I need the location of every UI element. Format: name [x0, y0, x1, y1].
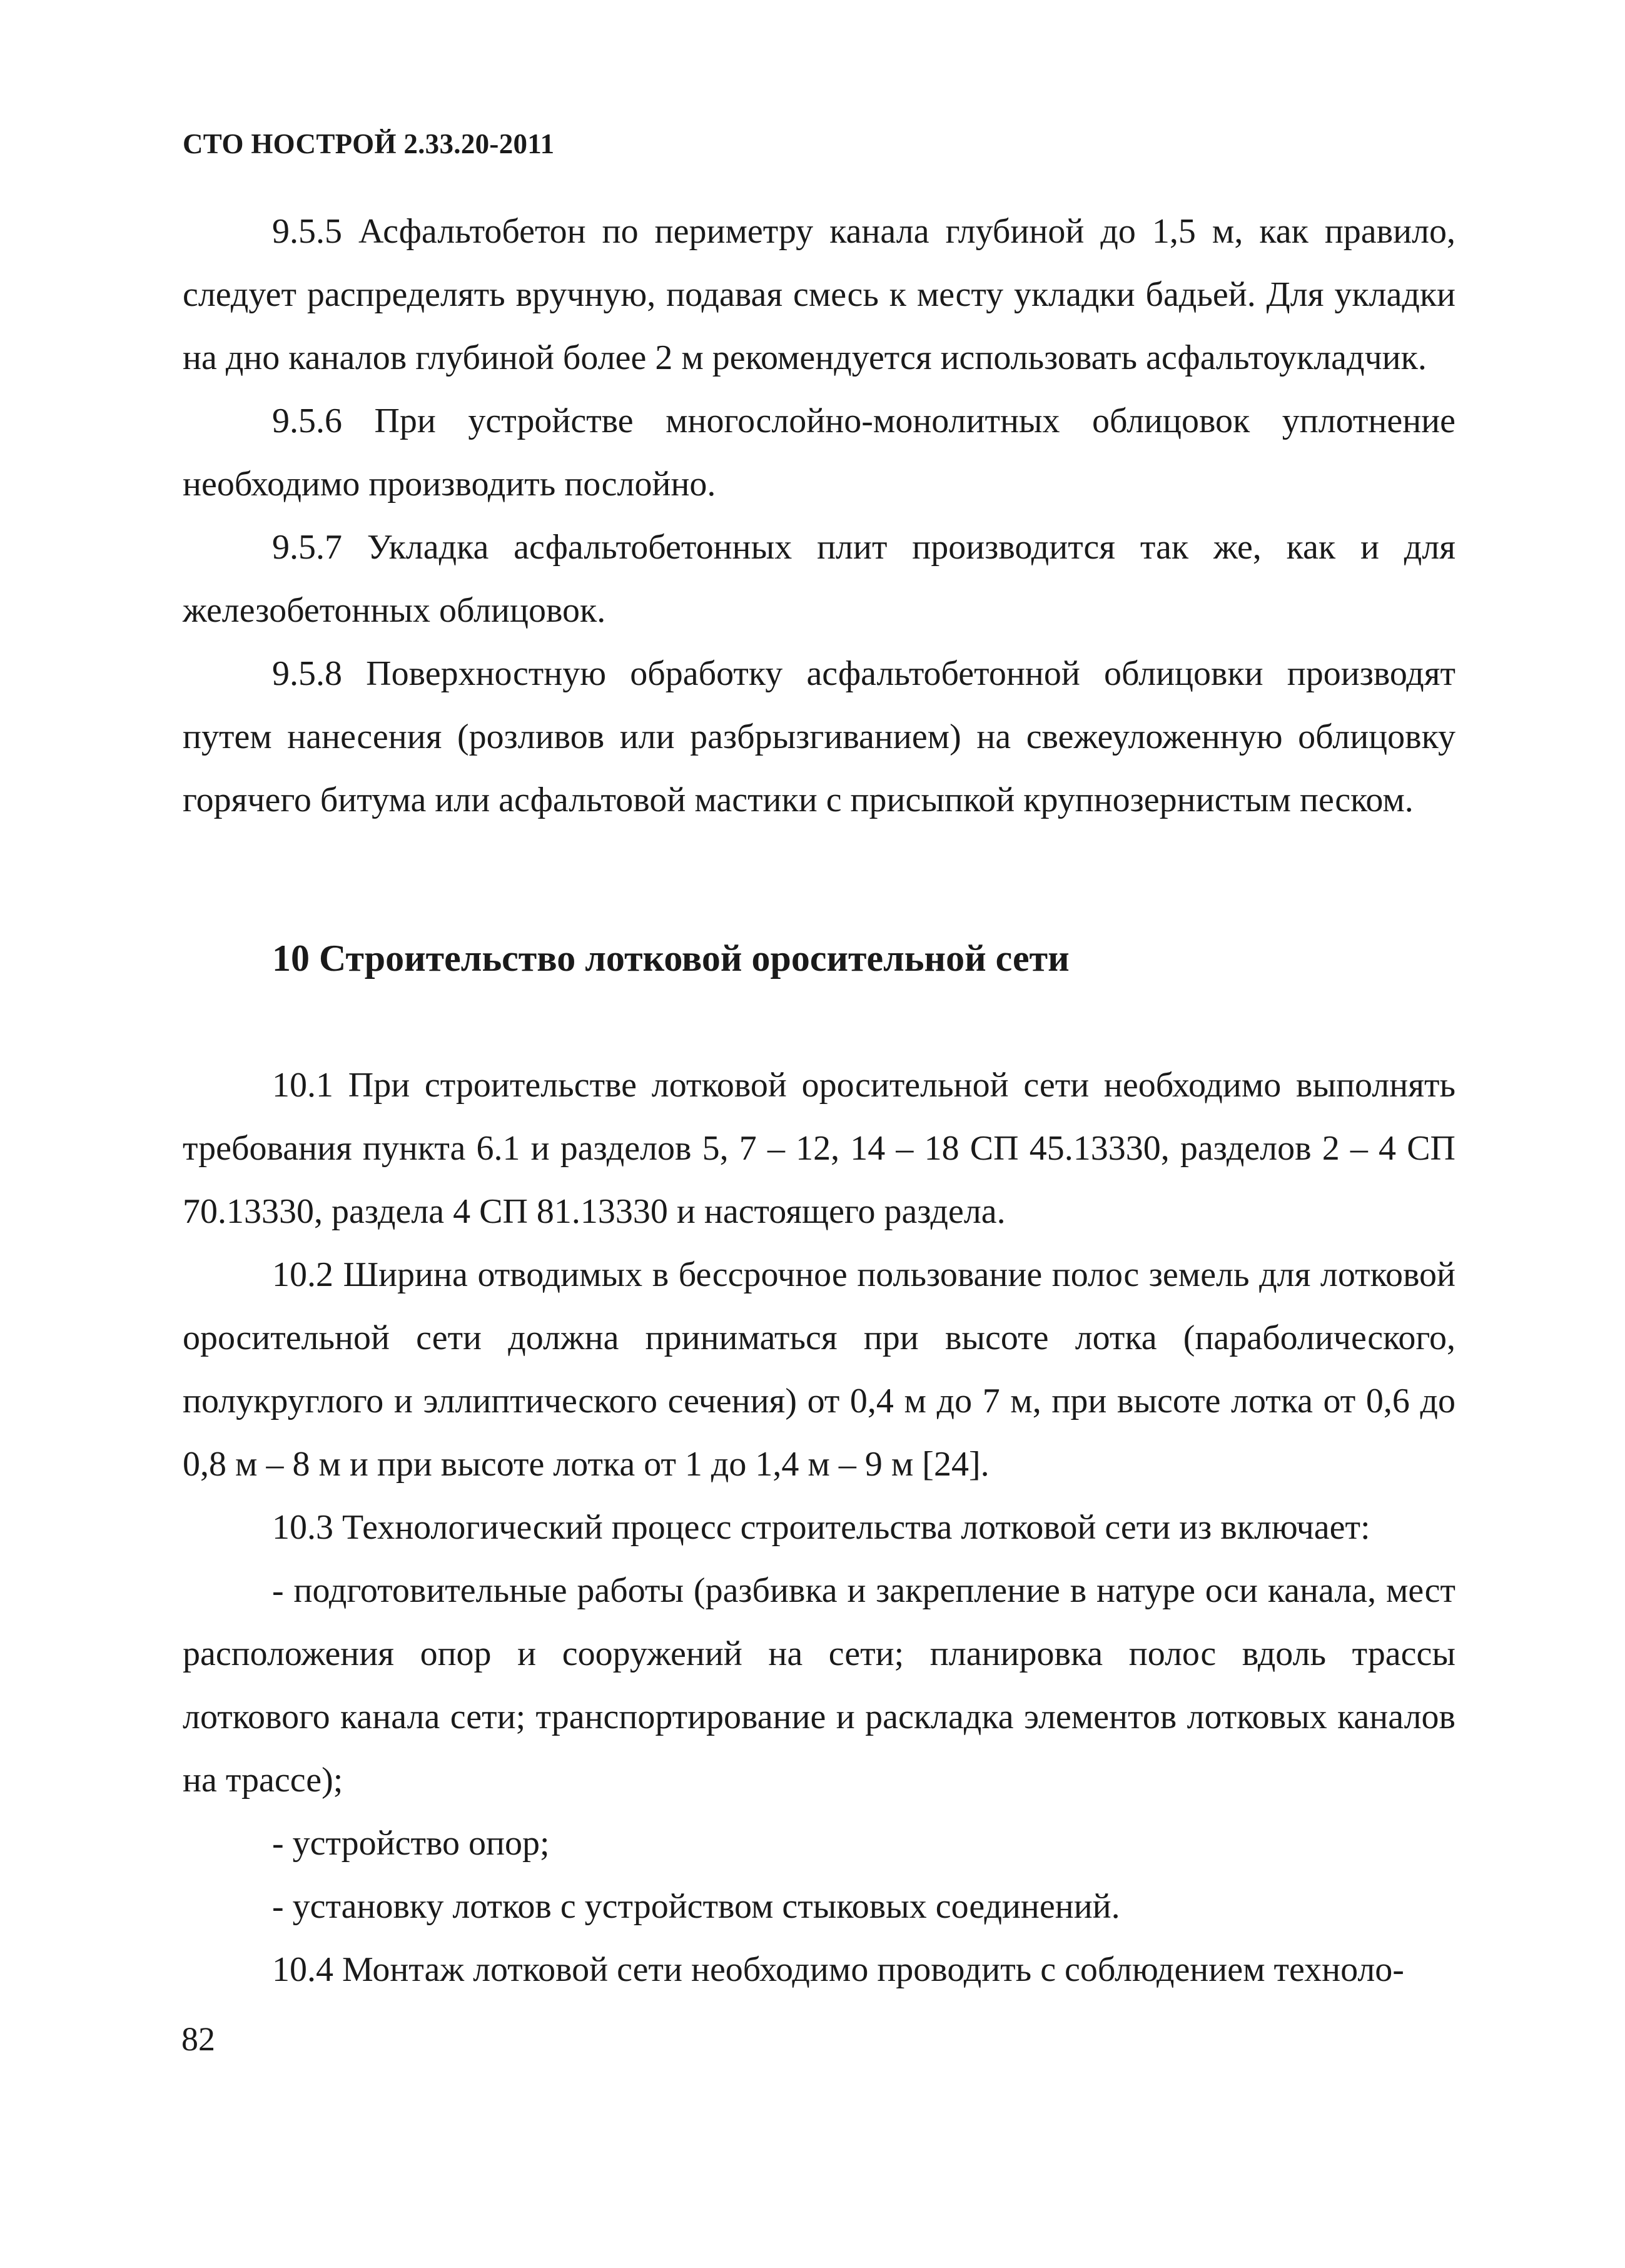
- paragraph-10-3: 10.3 Технологический процесс строительства лотковой сети из включает:: [272, 1508, 1370, 1547]
- paragraph-10-2: 10.2 Ширина отводимых в бессрочное пользование полос земель для лотковой оросительной сети должна приниматься при высоте лотка (параболического, полукруглого и эллиптического сечения) от 0,4 м до 7 м, при высоте лотка от 0,6 до 0,8 м – 8 м и при высоте лотка от 1 до 1,4 м – 9 м [24].: [183, 1255, 1455, 1484]
- paragraph-9-5-7: 9.5.7 Укладка асфальтобетонных плит производится так же, как и для железобетонных облицовок.: [183, 528, 1455, 630]
- body-text: [183, 200, 1455, 2002]
- paragraph-9-5-5: 9.5.5 Асфальтобетон по периметру канала глубиной до 1,5 м, как правило, следует распределять вручную, подавая смесь к месту укладки бадьей. Для укладки на дно каналов глубиной более 2 м рекомендуется использовать асфальтоукладчик.: [183, 212, 1455, 377]
- page-number: 82: [181, 2020, 215, 2058]
- list-item-flume-installation: - установку лотков с устройством стыковых соединений.: [272, 1887, 1120, 1926]
- paragraph-9-5-6: 9.5.6 При устройстве многослойно-монолитных облицовок уплотнение необходимо производить послойно.: [183, 402, 1455, 504]
- list-item-preparatory-works: - подготовительные работы (разбивка и закрепление в натуре оси канала, мест расположения опор и сооружений на сети; планировка полос вдоль трассы лоткового канала сети; транспортирование и раскладка элементов лотковых каналов на трассе);: [183, 1571, 1455, 1800]
- section-heading: 10 Строительство лотковой оросительной сети: [272, 938, 1070, 979]
- paragraph-9-5-8: 9.5.8 Поверхностную обработку асфальтобетонной облицовки производят путем нанесения (розливов или разбрызгиванием) на свежеуложенную облицовку горячего битума или асфальтовой мастики с присыпкой крупнозернистым песком.: [183, 654, 1455, 819]
- document-code-header: СТО НОСТРОЙ 2.33.20-2011: [183, 128, 555, 159]
- paragraph-10-4: 10.4 Монтаж лотковой сети необходимо проводить с соблюдением техноло-: [272, 1950, 1404, 1989]
- list-item-supports: - устройство опор;: [272, 1824, 550, 1863]
- paragraph-10-1: 10.1 При строительстве лотковой оросительной сети необходимо выполнять требования пункта 6.1 и разделов 5, 7 – 12, 14 – 18 СП 45.13330, разделов 2 – 4 СП 70.13330, раздела 4 СП 81.13330 и настоящего раздела.: [183, 1066, 1455, 1231]
